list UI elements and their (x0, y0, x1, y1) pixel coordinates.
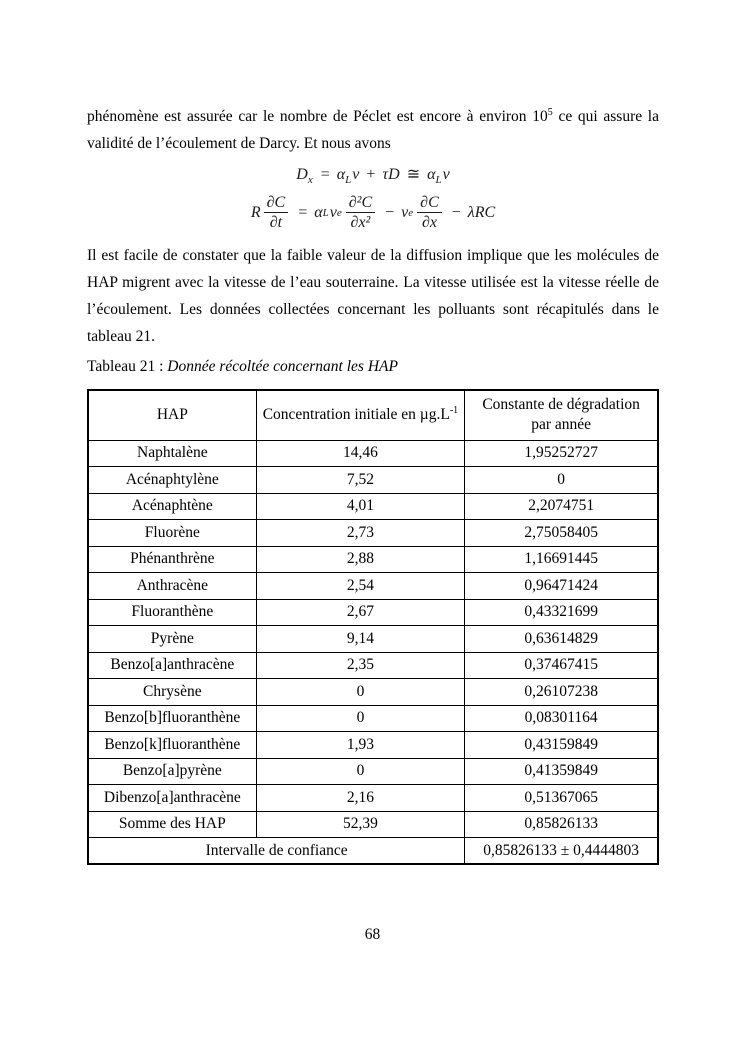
cell-constante: 0,51367065 (465, 785, 658, 812)
cell-compound: Benzo[a]anthracène (88, 652, 256, 679)
cell-concentration: 14,46 (256, 440, 465, 467)
table-caption (87, 357, 659, 377)
cell-concentration: 7,52 (256, 467, 465, 494)
math-operator: = (298, 203, 308, 221)
cell-concentration: 2,88 (256, 546, 465, 573)
cell-constante: 0,85826133 (465, 811, 658, 838)
cell-confidence-value: 0,85826133 ± 0,4444803 (465, 838, 658, 865)
header-constante: Constante de dégradation par année (465, 390, 658, 440)
math-var: v (401, 203, 409, 221)
equations-block (87, 164, 659, 232)
math-operator: ≅ (406, 166, 421, 183)
page-content (87, 103, 659, 865)
math-var: α (336, 166, 346, 183)
table-row (88, 599, 658, 626)
fraction-denominator: ∂t (264, 212, 289, 232)
table-row (88, 440, 658, 467)
math-operator: = (320, 166, 330, 183)
math-var: τD (382, 166, 400, 183)
paragraph-text: phénomène est assurée car le nombre de Péclet est encore à environ 10 (87, 108, 548, 125)
cell-concentration: 0 (256, 758, 465, 785)
math-fraction (417, 193, 442, 232)
math-var: D (296, 166, 308, 183)
fraction-denominator: ∂x (417, 212, 442, 232)
cell-concentration: 2,16 (256, 785, 465, 812)
cell-compound: Anthracène (88, 573, 256, 600)
cell-constante: 0,43321699 (465, 599, 658, 626)
cell-compound: Benzo[a]pyrène (88, 758, 256, 785)
caption-title: Donnée récoltée concernant les HAP (167, 358, 398, 375)
table-footer-row (88, 838, 658, 865)
hap-data-table (87, 389, 659, 865)
cell-constante: 1,95252727 (465, 440, 658, 467)
math-var: R (250, 203, 261, 221)
table-row (88, 546, 658, 573)
cell-concentration: 1,93 (256, 732, 465, 759)
table-row (88, 705, 658, 732)
cell-constante: 0 (465, 467, 658, 494)
math-operator: + (366, 166, 376, 183)
cell-constante: 0,41359849 (465, 758, 658, 785)
cell-compound: Naphtalène (88, 440, 256, 467)
cell-compound: Benzo[b]fluoranthène (88, 705, 256, 732)
equation-advection-dispersion: R $\frac{\partial C}{\partial t}$ = α L v e $\frac{\text{∂²C}}{\text{∂x²}}$ − v e $\frac{\partial C}{\partial x}$ − λRC (250, 194, 496, 231)
header-exponent: -1 (449, 405, 459, 417)
table-row (88, 626, 658, 653)
math-operator: − (451, 203, 461, 221)
math-fraction (264, 193, 289, 232)
cell-compound: Somme des HAP (88, 811, 256, 838)
paragraph-text: ce qui assure la validité de l’écoulement de Darcy. Et nous avons (87, 108, 659, 152)
cell-compound: Benzo[k]fluoranthène (88, 732, 256, 759)
cell-concentration: 2,54 (256, 573, 465, 600)
math-var: α (314, 203, 323, 221)
fraction-numerator: ∂C (266, 194, 286, 211)
math-var: α (427, 166, 436, 183)
header-concentration-text: Concentration initiale en µg.L (262, 406, 450, 424)
cell-concentration: 2,35 (256, 652, 465, 679)
cell-compound: Acénaphtylène (88, 467, 256, 494)
page-number: 68 (364, 926, 381, 943)
table-row (88, 520, 658, 547)
table-row (88, 493, 658, 520)
cell-concentration: 0 (256, 679, 465, 706)
cell-concentration: 4,01 (256, 493, 465, 520)
math-fraction (346, 193, 375, 232)
cell-compound: Dibenzo[a]anthracène (88, 785, 256, 812)
fraction-denominator: ∂x² (346, 212, 375, 232)
cell-constante: 1,16691445 (465, 546, 658, 573)
table-row (88, 785, 658, 812)
math-subscript: L (345, 174, 352, 187)
cell-compound: Acénaphtène (88, 493, 256, 520)
math-var: v (329, 203, 337, 221)
cell-constante: 0,26107238 (465, 679, 658, 706)
table-row (88, 732, 658, 759)
cell-constante: 0,96471424 (465, 573, 658, 600)
cell-compound: Fluoranthène (88, 599, 256, 626)
math-subscript: L (435, 174, 442, 187)
math-var: λRC (467, 203, 496, 221)
cell-concentration: 2,73 (256, 520, 465, 547)
caption-prefix: Tableau 21 : (87, 358, 168, 375)
cell-constante: 0,43159849 (465, 732, 658, 759)
cell-concentration: 52,39 (256, 811, 465, 838)
math-operator: − (385, 203, 395, 221)
cell-constante: 2,75058405 (465, 520, 658, 547)
table-row (88, 679, 658, 706)
math-var: v (442, 166, 450, 183)
cell-constante: 0,08301164 (465, 705, 658, 732)
cell-constante: 2,2074751 (465, 493, 658, 520)
equation-dispersion-coefficient (87, 164, 659, 186)
fraction-numerator: ∂²C (348, 194, 373, 211)
header-hap: HAP (88, 390, 256, 440)
cell-concentration: 2,67 (256, 599, 465, 626)
cell-constante: 0,63614829 (465, 626, 658, 653)
cell-constante: 0,37467415 (465, 652, 658, 679)
cell-compound: Fluorène (88, 520, 256, 547)
exponent-superscript: 5 (547, 106, 553, 118)
paragraph-hap-migration: Il est facile de constater que la faible valeur de la diffusion implique que les molécules de HAP migrent avec la vitesse de l’eau souterraine. La vitesse utilisée est la vitesse réelle de l’écoulement. Les données collectées concernant les polluants sont récapitulés dans le tableau 21. (87, 247, 659, 345)
cell-compound: Phénanthrène (88, 546, 256, 573)
table-row (88, 811, 658, 838)
cell-confidence-label: Intervalle de confiance (88, 838, 465, 865)
math-subscript: x (307, 174, 313, 187)
table-row (88, 758, 658, 785)
cell-concentration: 9,14 (256, 626, 465, 653)
table-header-row (88, 390, 658, 440)
header-concentration (256, 390, 465, 440)
cell-compound: Chrysène (88, 679, 256, 706)
cell-compound: Pyrène (88, 626, 256, 653)
table-row (88, 467, 658, 494)
table-row (88, 573, 658, 600)
math-var: v (352, 166, 360, 183)
paragraph-peclet (87, 103, 659, 157)
fraction-numerator: ∂C (420, 194, 439, 211)
cell-concentration: 0 (256, 705, 465, 732)
table-row (88, 652, 658, 679)
